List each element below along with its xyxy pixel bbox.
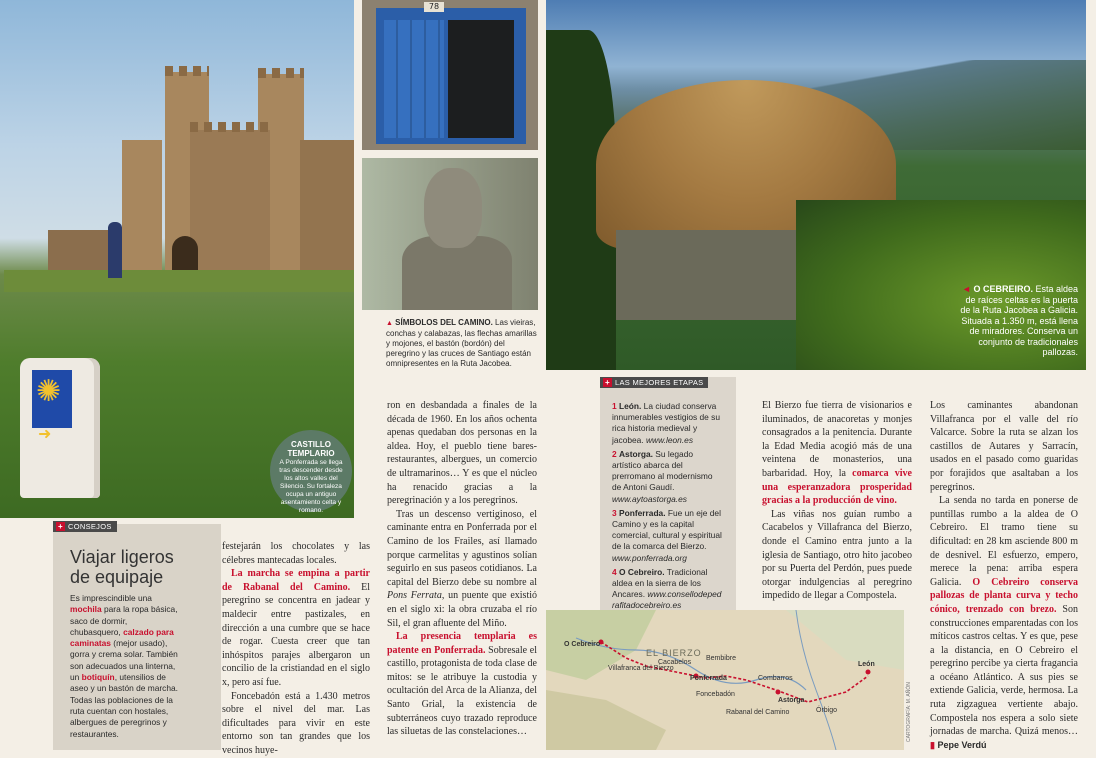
map-credit: CARTOGRAFÍA: M. AÑÓN [906, 682, 912, 742]
etapas-tag: + LAS MEJORES ETAPAS [600, 377, 708, 388]
etapa-item: 4 O Cebreiro. Tradicional aldea en la sierra de los Ancares. www.consellodepedrafitadocebreiro.es [612, 566, 722, 611]
consejos-text: Es imprescindible una mochila para la ropa básica, saco de dormir, chubasquero, calzado para caminatas (mejor usado), gorra y crema solar. También son adecuados una linterna, un botiquín, utensilios de aseo y un bastón de marcha. Todas las poblaciones de la ruta cuentan con hostales, albergues de peregrinos y restaurantes. [70, 593, 179, 739]
article-column-4: Los caminantes abandonan Villafranca por el valle del río Valcarce. Sobre la ruta se alzan los castillos de Autares y Sarracín, usados en el pasado como guaridas por forajidos que asaltaban a los peregrinos. La senda no tarda en ponerse de puntillas rumbo a la aldea de O Cebreiro. El tramo tiene su dificultad: en 28 km asciende 800 m de desnivel. El esfuerzo, empero, merece la pena: arriba espera Galicia. O Cebreiro conserva pallozas de planta curva y techo cónico, trenzado con brezo. Son construcciones emparentadas con los míticos castros celtas. Y es que, pese a la distancia, en O Cebreiro el peregrino percibe ya cierta fragancia a océano Atlántico. A sus pies se extiende Galicia, verde, hermosa. La ruta zigzaguea vertiente abajo. Compostela nos espera a solo siete jornadas de marcha. Quizá menos… ▮ Pepe Verdú [930, 400, 1079, 750]
map-place: O Cebreiro [564, 641, 601, 648]
door-number: 78 [424, 2, 444, 12]
map-place: Villafranca del Bierzo [608, 665, 674, 672]
article-column-2: ron en desbandada a finales de la década de 1960. En los años ochenta apenas quedaban dos personas en la aldea. Hoy, el pueblo tiene bares-restaurantes, albergues, un comercio de ultramarinos… Y es que el núcleo ha renacido gracias a la peregrinación y a los peregrinos. Tras un descenso vertiginoso, el caminante entra en Ponferrada por el Camino de los Frailes, así llamado porque carmelitas y agustinos solían seguirlo en sus paseos cotidianos. La capital del Bierzo debe su nombre al Pons Ferrata, un puente que existió en el siglo xi: la obra cruzaba el río Sil, el gran afluente del Miño. La presencia templaria es patente en Ponferrada. Sobresale el castillo, protagonista de toda clase de mitos: se le atribuye la custodia y ocultación del Arca de la Alianza, del Santo Grial, la existencia de subterráneos cuyo trazado reproduce las siluetas de las constelaciones… [387, 400, 538, 738]
article-column-3: El Bierzo fue tierra de visionarios e iluminados, de anacoretas y monjes consagrados a la penitencia. Durante la Edad Media acogió más de una veintena de monasterios, una barbaridad. Hoy, la comarca vive una esperanzadora prosperidad gracias a la producción de vino. Las viñas nos guían rumbo a Cacabelos y Villafranca del Bierzo, donde el Camino entra junto a la iglesia de Santiago, otro hito jacobeo por su Puerta del Perdón, pues puede otorgar indulgencias al peregrino impedido de llegar a Compostela. [762, 400, 912, 602]
etapa-item: 3 Ponferrada. Fue un eje del Camino y es la capital comercial, cultural y espiritual de la comarca del Bierzo. www.ponferrada.org [612, 507, 722, 563]
simbolos-caption-text: Las vieiras, conchas y calabazas, las flechas amarillas y mojones, el bastón (bordón) del peregrino y las cruces de Santiago están omnipresentes en la Ruta Jacobea. [386, 318, 537, 368]
cebreiro-caption: ◄ O CEBREIRO. Esta aldea de raíces celtas es la puerta de la Ruta Jacobea a Galicia. Situada a 1.350 m, está llena de miradores. Conserva un conjunto de tradicionales pallozas. [960, 284, 1078, 357]
map-place: Rabanal del Camino [726, 709, 790, 716]
cebreiro-palloza-photo [546, 0, 1086, 370]
stone-statue-photo [362, 158, 538, 310]
map-place: Bembibre [706, 655, 736, 662]
etapa-item: 1 León. La ciudad conserva innumerables vestigios de su rica historia medieval y jacobea. www.leon.es [612, 401, 721, 445]
castle-caption-title: CASTILLO TEMPLARIO [287, 440, 335, 458]
map-place: Foncebadón [696, 691, 735, 698]
etapa-item: 2 Astorga. Su legado artístico abarca del prerromano al modernismo de Antoni Gaudí. www.aytoastorga.es [612, 448, 713, 504]
map-place: Cacabelos [658, 659, 692, 666]
map-place: Ponferrada [690, 675, 727, 682]
route-map [546, 610, 904, 750]
simbolos-caption: ▲ SÍMBOLOS DEL CAMINO. Las vieiras, conchas y calabazas, las flechas amarillas y mojones, el bastón (bordón) del peregrino y las cruces de Santiago están omnipresentes en la Ruta Jacobea. [386, 318, 537, 368]
author-name: Pepe Verdú [937, 739, 987, 750]
map-region-label: EL BIERZO [646, 648, 702, 658]
etapas-list [612, 401, 724, 612]
castle-caption-badge [270, 430, 352, 512]
article-column-1: festejarán los chocolates y las célebres mantecadas locales. La marcha se empina a partir de Rabanal del Camino. El peregrino se concentra en jadear y maldecir entre pastizales, en dirección a una cumbre que se hace de rogar. Cuesta creer que tan inhóspitos parajes albergaron un concilio de la cristiandad en el siglo x, pero así fue. Foncebadón está a 1.430 metros sobre el nivel del mar. Las dificultades para vivir en este entorno son tan grandes que los vecinos huye- [222, 541, 370, 756]
blue-door-photo [362, 0, 538, 150]
plus-icon: + [603, 378, 612, 387]
castle-caption-text: A Ponferrada se llega tras descender desde los altos valles del Silencio. Su fortaleza ocupa un antiguo asentamiento celta y romano. [279, 459, 343, 514]
consejos-title: Viajar ligeros de equipaje [70, 547, 174, 587]
map-place: León [858, 661, 875, 668]
simbolos-caption-title: SÍMBOLOS DEL CAMINO. [395, 318, 493, 327]
map-place: Combarros [758, 675, 793, 682]
consejos-tag: + CONSEJOS [53, 521, 117, 532]
map-place: Órbigo [816, 707, 838, 714]
map-place: Astorga [778, 697, 805, 704]
plus-icon: + [56, 522, 65, 531]
cebreiro-caption-title: O CEBREIRO. [973, 284, 1033, 294]
camino-marker: ✺ ➜ [20, 358, 100, 498]
cebreiro-caption-text: Esta aldea de raíces celtas es la puerta de la Ruta Jacobea a Galicia. Situada a 1.350 m, está llena de miradores. Conserva un conjunto de tradicionales pallozas. [960, 284, 1078, 357]
